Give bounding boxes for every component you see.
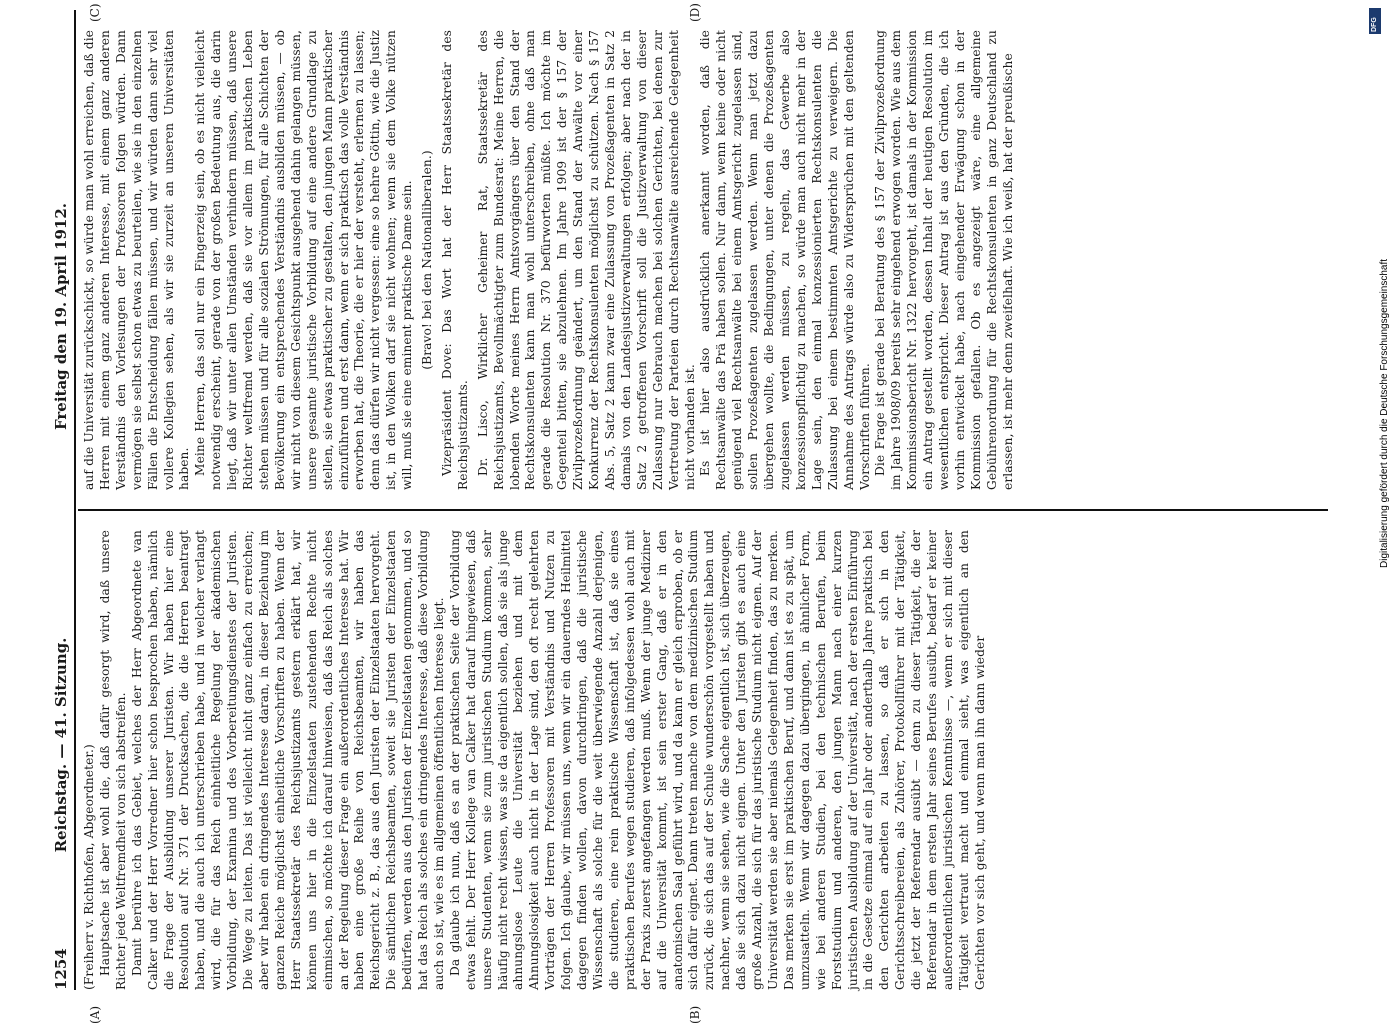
column-divider (78, 509, 1328, 511)
speaker-line: (Freiherr v. Richthofen, Abgeordneter.) (82, 744, 96, 990)
paragraph: Hauptsache ist aber wohl die, daß dafür gesorgt wird, daß unsere Richter jede Weltfremdheit von sich abstreifen. (97, 530, 128, 990)
session-title: Reichstag. — 41. Sitzung. (52, 637, 70, 853)
paragraph: Vizepräsident Dove: Das Wort hat der Herr Staatssekretär des Reichsjustizamts. (439, 30, 470, 490)
digitization-note (1367, 8, 1390, 1008)
left-column (82, 530, 1327, 990)
applause-note: (Bravo! bei den Nationalliberalen.) (420, 150, 435, 370)
dfg-logo-text: DFG (1371, 17, 1378, 32)
paragraph: Meine Herren, das soll nur ein Fingerzeig sein, ob es nicht vielleicht notwendig erscheint, gerade von der großen Bedeutung aus, die darin liegt, daß wir unter allen Umständen verhindern müssen, daß unsere Richter weltfremd werden, daß sie vor allem im praktischen Leben stehen müssen und für alle sozialen Strömungen, für alle Schichten der Bevölkerung ein entsprechendes Verständnis ausbilden müssen, — ob wir nicht von diesem Gesichtspunkt ausgehend dahin gelangen müssen, unsere gesamte juristische Vorbildung auf eine andere Grundlage zu stellen, sie etwas praktischer zu gestalten, den jungen Mann praktischer einzuführen und erst dann, wenn er sich praktisch das volle Verständnis erworben hat, die Theorie, die er hier der versteht, erlernen zu lassen; denn das dürfen wir nicht vergessen: eine so hehre Göttin, wie die Justiz ist, in den Wolken darf sie nicht wohnen; wenn sie dem Volke nützen will, muß sie eine eminent praktische Dame sein. (193, 30, 415, 490)
margin-marker-d: (D) (688, 3, 702, 22)
document-page (48, 3, 1338, 1024)
margin-marker-b: (B) (688, 1005, 702, 1024)
right-column (82, 30, 1327, 490)
paragraph: Da glaube ich nun, daß es an der praktischen Seite der Vorbildung etwas fehlt. Der Herr Kollege van Calker hat darauf hingewiesen, daß unsere Studenten, wenn sie zum juristischen Studium kommen, sehr häufig nicht recht wissen, was sie da eigentlich sollen, daß sie als junge ahnungslose Leute die Universität beziehen und mit dem Ahnungslosigkeit auch nicht in der Lage sind, den oft recht gelehrten Vorträgen der Herren Professoren mit Verständnis und Nutzen zu folgen. Ich glaube, wir müssen uns, wenn wir ein dauerndes Heilmittel dagegen finden wollen, davon durchdringen, daß die juristische Wissenschaft als solche für die weit überwiegende Anzahl derjenigen, die studieren, eine rein praktische Wissenschaft ist, daß sie eines praktischen Berufes wegen studieren, daß infolgedessen wohl auch mit der Praxis zuerst angefangen werden muß. Wenn der junge Mediziner auf die Universität kommt, ist sein erster Gang, daß er in den anatomischen Saal geführt wird, und da kann er gleich erproben, ob er sich dafür eignet. Dann treten manche von dem medizinischen Studium zurück, die sich das auf der Schule wunderschön vorgestellt haben und nachher, wenn sie sehen, wie die Sache eigentlich ist, sich überzeugen, daß sie sich dazu nicht eignen. Unter den Juristen gibt es auch eine große Anzahl, die sich für das juristische Studium nicht eignen. Auf der Universität werden sie aber niemals Gelegenheit finden, das zu merken. Das merken sie erst im praktischen Beruf, und dann ist es zu spät, um umzusatteln. Wenn wir dagegen dazu übergingen, in ähnlicher Form, wie bei anderen Studien, bei den technischen Berufen, beim Forststudium und anderen, den jungen Mann nach einer kurzen juristischen Ausbildung auf der Universität, nach der ersten Einführung in die Gesetze einmal auf ein Jahr oder anderthalb Jahre praktisch bei den Gerichten arbeiten zu lassen, so daß er sich in den Gerichtsschreibereien, als Zuhörer, Protokollführer mit der Tätigkeit, die jetzt der Referendar ausübt — denn zu dieser Tätigkeit, die der Referendar in dem ersten Jahr seines Berufes ausübt, bedarf er keiner außerordentlichen juristischen Kenntnisse —, wenn er sich mit dieser Tätigkeit vertraut macht und einmal sieht, was eigentlich an den Gerichten vor sich geht, und wenn man ihn dann wieder (447, 530, 987, 990)
paragraph: Damit berühre ich das Gebiet, welches der Herr Abgeordnete van Calker und der Herr Vorredner hier schon besprochen haben, nämlich die Frage der Ausbildung unserer Juristen. Wir haben hier eine Resolution auf Nr. 371 der Drucksachen, die die Herren beantragt haben, und die auch ich unterschrieben habe, und in welcher verlangt wird, die für das Reich einheitliche Regelung der akademischen Vorbildung, der Examina und des Vorbereitungsdienstes der Juristen. Die Wege zu leiten. Das ist vielleicht nicht ganz einfach zu erreichen; aber wir haben ein dringendes Interesse daran, in dieser Beziehung im ganzen Reiche möglichst einheitliche Vorschriften zu haben. Wenn der Herr Staatssekretär des Reichsjustizamts gestern erklärt hat, wir können uns hier in die Einzelstaaten zustehenden Rechte nicht einmischen, so möchte ich darauf hinweisen, daß das Reich als solches an der Regelung dieser Frage ein außerordentliches Interesse hat. Wir haben eine große Reihe von Reichsbeamten, wir haben das Reichsgericht z. B., das aus den Juristen der Einzelstaaten hervorgeht. Die sämtlichen Reichsbeamten, soweit sie Juristen der Einzelstaaten bedürfen, werden aus den Juristen der Einzelstaaten genommen, und so hat das Reich als solches ein dringendes Interesse, daß diese Vorbildung auch so ist, wie es im allgemeinen öffentlichen Interesse liegt. (129, 530, 446, 990)
header-rule (74, 10, 76, 990)
margin-marker-c: (C) (88, 3, 102, 22)
page-header (48, 10, 74, 990)
paragraph: Dr. Lisco, Wirklicher Geheimer Rat, Staatssekretär des Reichsjustizamts, Bevollmächtigter zum Bundesrat: Meine Herren, die lobenden Worte meines Herrn Amtsvorgängers über den Stand der Rechtskonsulenten kann man wohl unterschreiben, ohne daß man gerade die Resolution Nr. 370 befürworten müßte. Ich möchte im Gegenteil bitten, sie abzulehnen. Im Jahre 1909 ist der § 157 der Zivilprozeßordnung geändert, um den Stand der Anwälte vor einer Konkurrenz der Rechtskonsulenten möglichst zu schützen. Nach § 157 Abs. 5, Satz 2 kann zwar eine Zulassung von Prozeßagenten in Satz 2 damals von den Landesjustizverwaltungen erfolgen; aber nach der in Satz 2 getroffenen Vorschrift soll die Justizverwaltung von dieser Zulassung nur Gebrauch machen bei solchen Gerichten, bei denen zur Vertretung der Parteien durch Rechtsanwälte ausreichende Gelegenheit nicht vorhanden ist. (475, 30, 697, 490)
margin-marker-a: (A) (88, 1005, 102, 1024)
paragraph: auf die Universität zurückschickt, so würde man wohl erreichen, daß die Herren mit einem ganz anderen Interesse, mit einem ganz anderen Verständnis den Vorlesungen der Professoren folgen würden. Dann vermögen sie selbst schon etwas zu beurteilen, wie sie in den einzelnen Fällen die Entscheidung fällen müssen, und wir würden dann sehr viel vollere Kollegien sehen, als wir sie zurzeit an unseren Universitäten haben. (82, 30, 192, 490)
paragraph: Es ist hier also ausdrücklich anerkannt worden, daß die Rechtsanwälte das Prä haben sollen. Nur dann, wenn keine oder nicht genügend viel Rechtsanwälte bei einem Amtsgericht zugelassen sind, sollen Prozeßagenten zugelassen werden. Wenn man jetzt dazu übergehen wollte, die Bedingungen, unter denen die Prozeßagenten zugelassen werden müssen, zu regeln, das Gewerbe also konzessionspflichtig zu machen, so würde man auch nicht mehr in der Lage sein, den einmal konzessionierten Rechtskonsulenten die Zulassung bei einem bestimmten Amtsgerichte zu verweigern. Die Annahme des Antrags würde also zu Widersprüchen mit den geltenden Vorschriften führen. (698, 30, 872, 490)
page-number: 1254 (52, 948, 70, 990)
paragraph: Die Frage ist gerade bei Beratung des § 157 der Zivilprozeßordnung im Jahre 1908/09 bereits sehr eingehend erwogen worden. Wie aus dem Kommissionsbericht Nr. 1322 hervorgeht, ist damals in der Kommission ein Antrag gestellt worden, dessen Inhalt der heutigen Resolution im wesentlichen entspricht. Dieser Antrag ist aus den Gründen, die ich vorhin entwickelt habe, nach eingehender Erwägung schon in der Kommission gefallen. Ob es angezeigt wäre, eine allgemeine Gebührenordnung für die Rechtskonsulenten in ganz Deutschland zu erlassen, ist mehr denn zweifelhaft. Wie ich weiß, hat der preußische (873, 30, 1015, 490)
digitization-note-text: Digitalisierung gefördert durch die Deutsche Forschungsgemeinschaft (1379, 258, 1390, 568)
session-date: Freitag den 19. April 1912. (52, 203, 70, 430)
